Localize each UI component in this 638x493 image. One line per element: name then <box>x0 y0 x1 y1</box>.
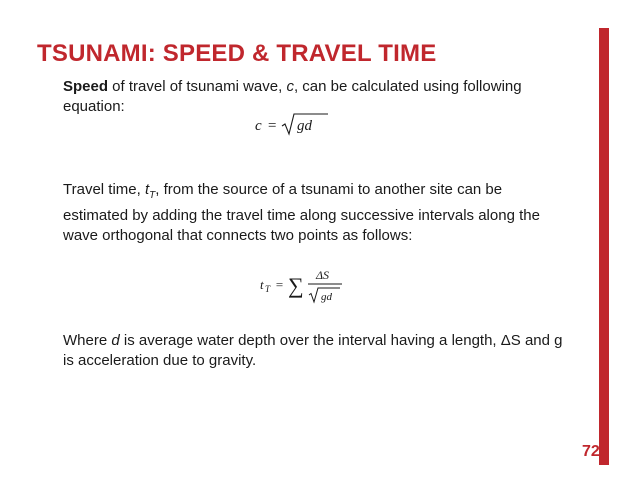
eq1-equals: = <box>267 118 278 134</box>
travel-text-1: Travel time, <box>63 181 145 198</box>
eq1-lhs: c <box>255 118 262 134</box>
eq2-sum: ∑ <box>288 273 304 298</box>
eq2-radicand: gd <box>321 291 332 303</box>
speed-label: Speed <box>63 78 109 95</box>
eq2-lhs: t <box>260 277 264 292</box>
var-t-sub: T <box>149 190 156 201</box>
slide-title: TSUNAMI: SPEED & TRAVEL TIME <box>37 40 437 67</box>
eq2-numerator: ΔS <box>316 268 330 282</box>
travel-text-2: , from the source of a tsunami to another site can be estimated by adding the travel time along successive intervals along the wave orthogonal that connects two points as follows: <box>63 181 540 244</box>
eq2-lhs-sub: T <box>265 284 271 294</box>
travel-time-paragraph <box>63 180 563 246</box>
page-number: 72 <box>582 443 600 460</box>
var-t: t <box>144 181 150 198</box>
eq2-equals: = <box>275 277 284 292</box>
where-paragraph <box>63 331 573 371</box>
accent-bar <box>599 28 609 465</box>
var-c: c <box>286 78 294 95</box>
speed-equation <box>253 112 343 138</box>
travel-time-equation <box>258 262 358 308</box>
speed-text-2: , can be calculated using following equation: <box>63 78 522 115</box>
var-d: d <box>111 332 120 349</box>
where-text-1: Where <box>63 332 112 349</box>
speed-text-1: of travel of tsunami wave, <box>108 78 287 95</box>
eq1-radicand: gd <box>297 118 312 134</box>
speed-paragraph <box>63 77 563 117</box>
where-text-2: is average water depth over the interval having a length, ΔS and g is acceleration due to gravity. <box>63 332 563 369</box>
